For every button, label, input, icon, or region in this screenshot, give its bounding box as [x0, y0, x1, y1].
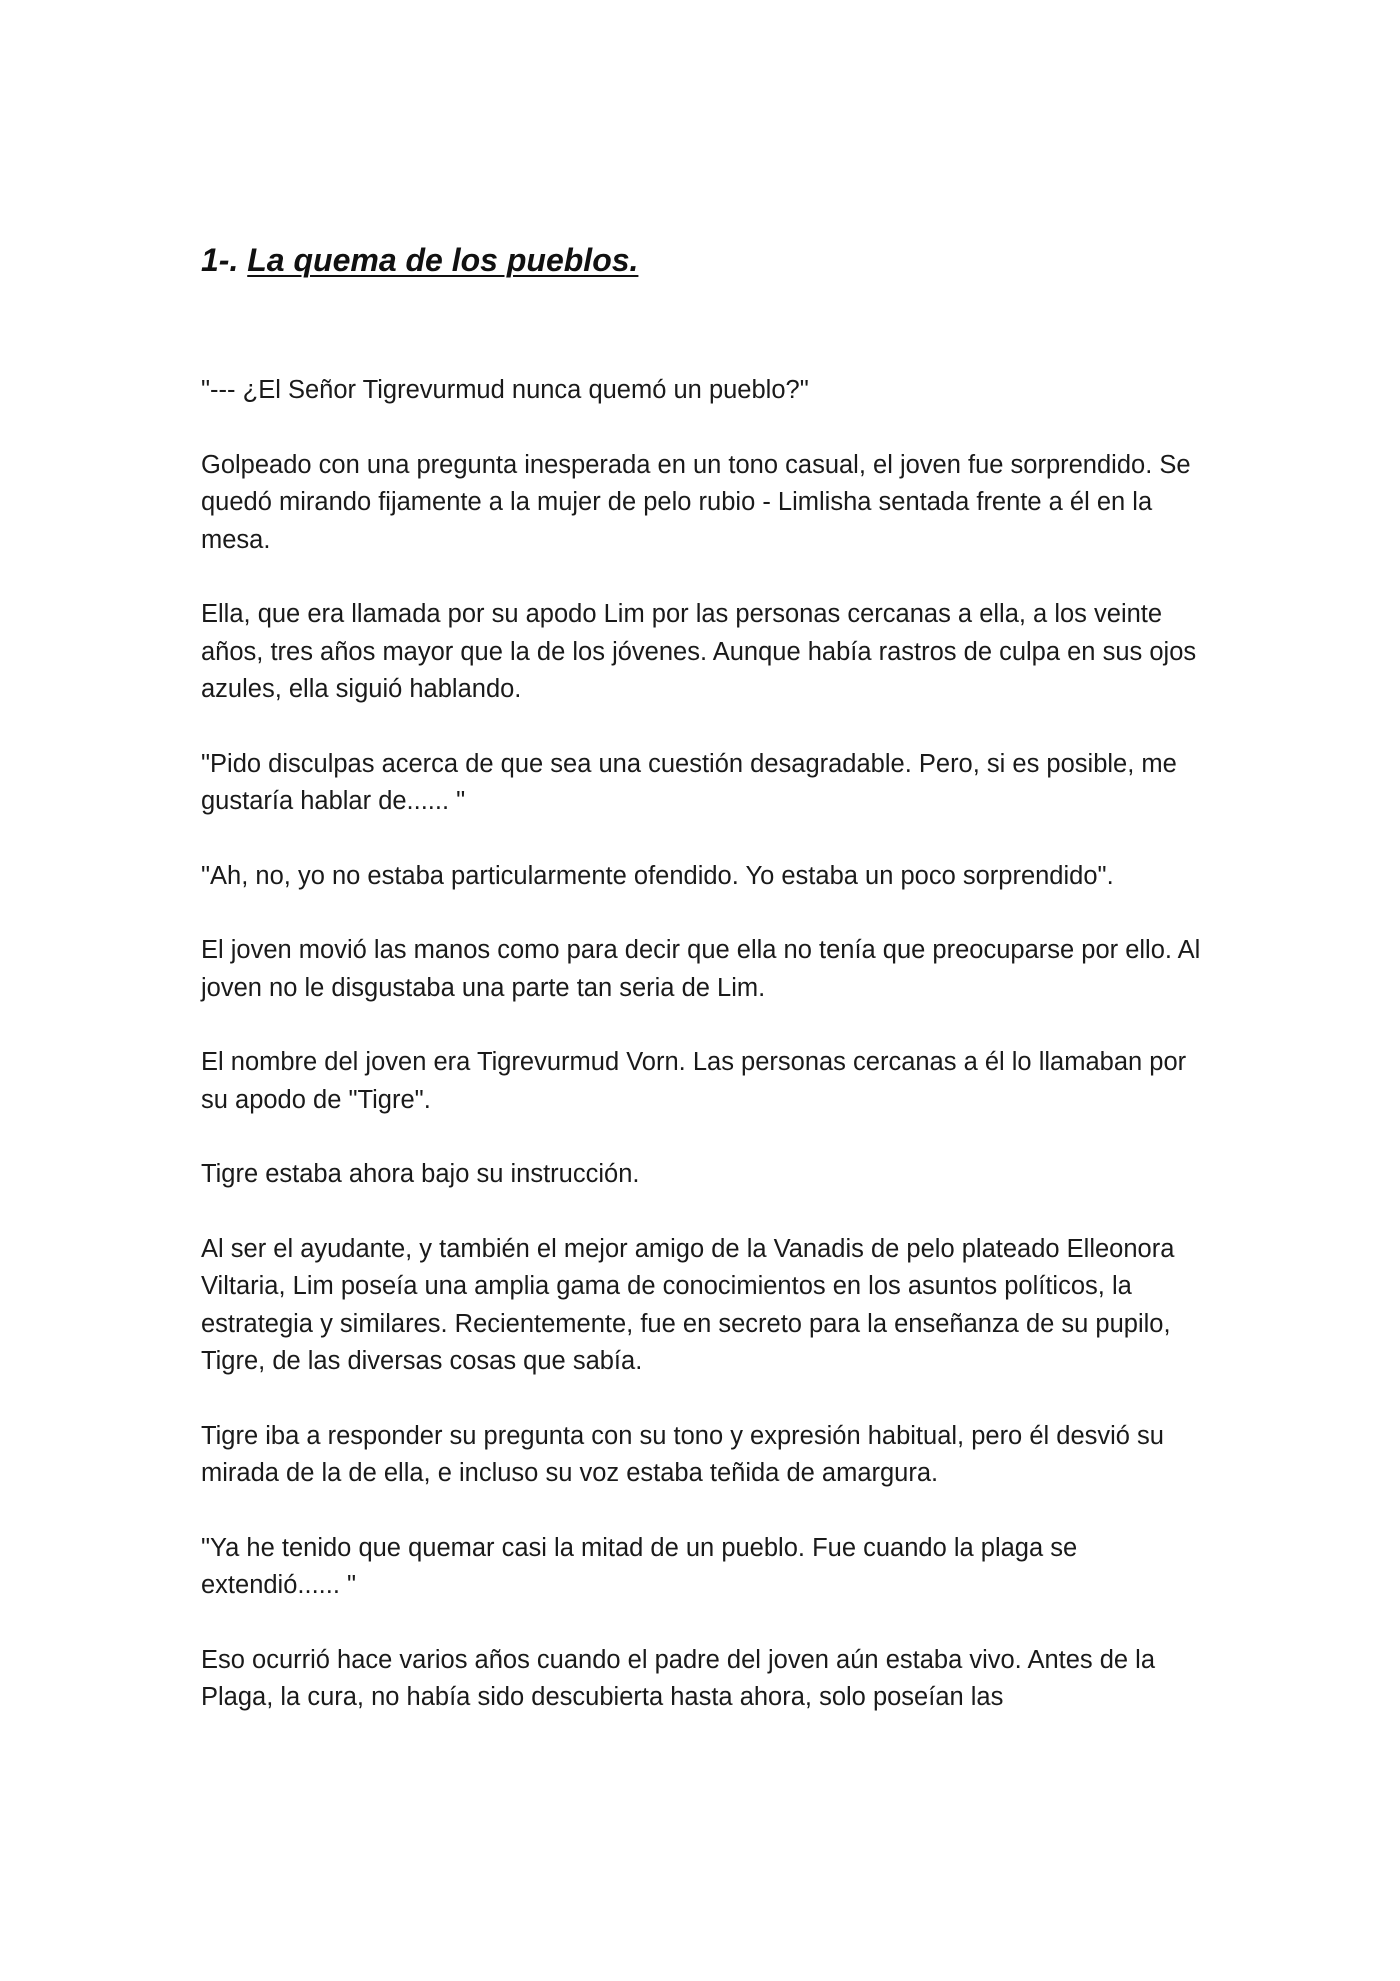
paragraph: El nombre del joven era Tigrevurmud Vorn. Las personas cercanas a él lo llamaban por su apodo de "Tigre". — [201, 1048, 1187, 1114]
paragraph: Eso ocurrió hace varios años cuando el padre del joven aún estaba vivo. Antes de la Plaga, la cura, no había sido descubierta hasta ahora, solo poseían las — [201, 1645, 1156, 1711]
paragraph: Tigre estaba ahora bajo su instrucción. — [201, 1160, 640, 1188]
paragraph: "Ya he tenido que quemar casi la mitad de un pueblo. Fue cuando la plaga se extendió...... " — [201, 1533, 1078, 1599]
paragraph: Ella, que era llamada por su apodo Lim por las personas cercanas a ella, a los veinte años, tres años mayor que la de los jóvenes. Aunque había rastros de culpa en sus ojos azules, ella siguió hablando. — [201, 600, 1197, 703]
chapter-title: La quema de los pueblos. — [247, 242, 639, 278]
chapter-heading — [201, 236, 1211, 284]
paragraph: "Pido disculpas acerca de que sea una cuestión desagradable. Pero, si es posible, me gustaría hablar de...... " — [201, 749, 1177, 815]
paragraph: El joven movió las manos como para decir que ella no tenía que preocuparse por ello. Al joven no le disgustaba una parte tan seria de Lim. — [201, 936, 1201, 1002]
document-page — [201, 236, 1211, 1754]
paragraph: Golpeado con una pregunta inesperada en un tono casual, el joven fue sorprendido. Se quedó mirando fijamente a la mujer de pelo rubio - Limlisha sentada frente a él en la mesa. — [201, 450, 1191, 554]
paragraph: Al ser el ayudante, y también el mejor amigo de la Vanadis de pelo plateado Elleonora Viltaria, Lim poseía una amplia gama de conocimientos en los asuntos políticos, la estrategia y similares. Recientemente, fue en secreto para la enseñanza de su pupilo, Tigre, de las diversas cosas que sabía. — [201, 1234, 1175, 1375]
chapter-number: 1-. — [201, 242, 239, 278]
paragraph: Tigre iba a responder su pregunta con su tono y expresión habitual, pero él desvió su mirada de la de ella, e incluso su voz estaba teñida de amargura. — [201, 1421, 1164, 1487]
paragraph: "--- ¿El Señor Tigrevurmud nunca quemó un pueblo?" — [201, 376, 809, 404]
paragraph: "Ah, no, yo no estaba particularmente ofendido. Yo estaba un poco sorprendido". — [201, 861, 1114, 890]
